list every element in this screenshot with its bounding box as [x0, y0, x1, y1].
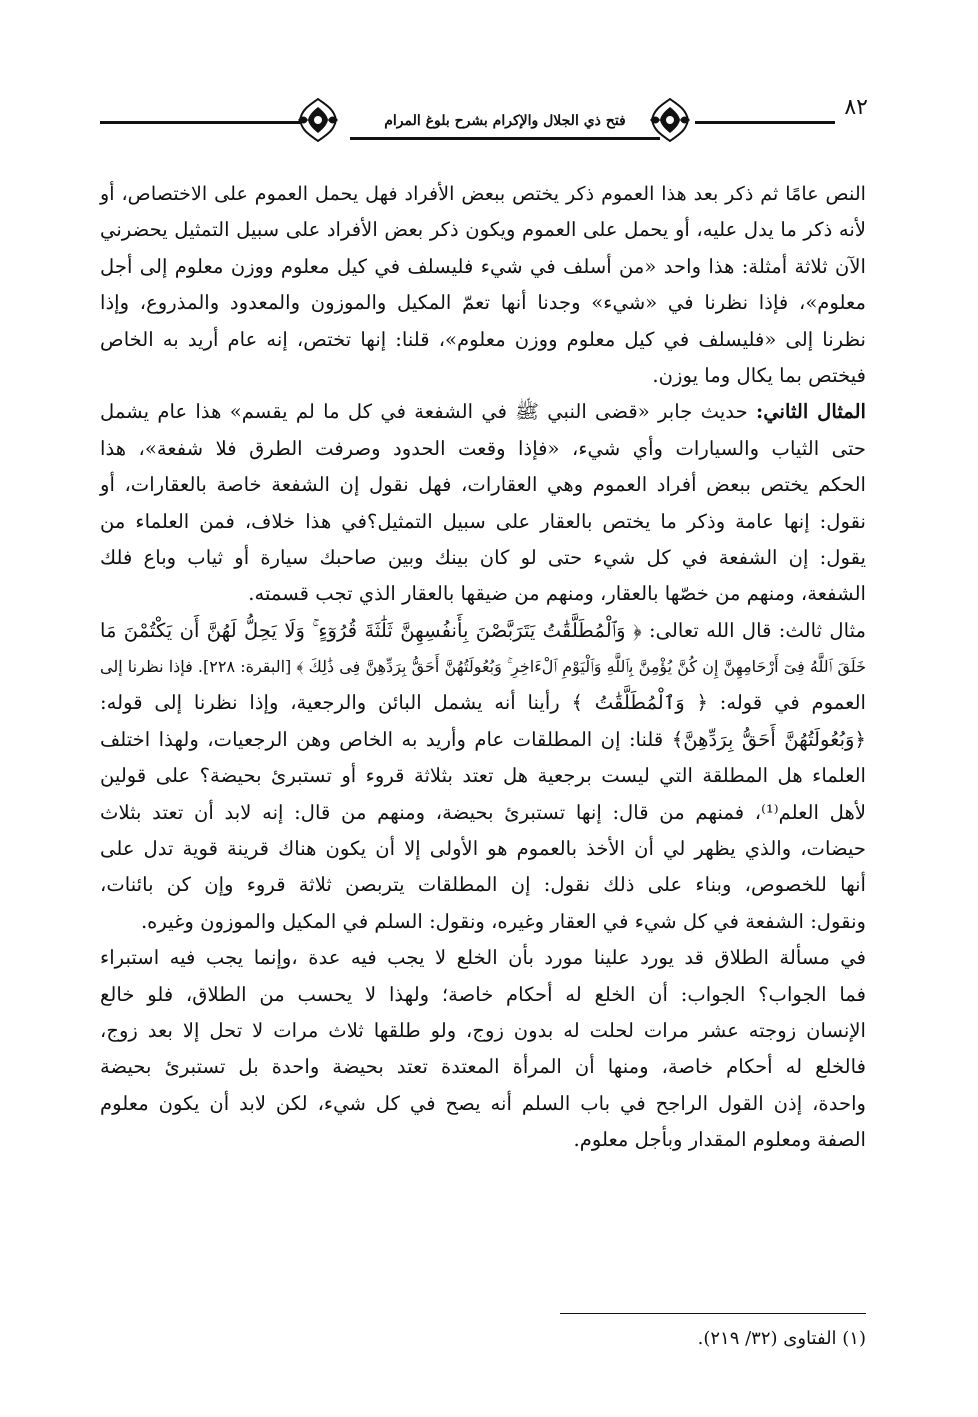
line-text: يقول: إن الشفعة في كل شيء حتى لو كان بينك وبين صاحبك سيارة أو ثياب وباع فلك — [100, 545, 866, 569]
book-title: فتح ذي الجلال والإكرام بشرح بلوغ المرام — [384, 113, 626, 129]
text-line — [100, 576, 866, 612]
text-line — [100, 904, 866, 940]
line-text: حيضات، والذي يظهر لي أن الأخذ بالعموم هو الأولى إلا أن يكون هناك قرينة قوية تدل على — [100, 837, 866, 861]
line-text: حتى الثياب والسيارات وأي شيء، «فإذا وقعت الحدود وصرفت الطرق فلا شفعة»، هذا — [100, 436, 866, 460]
text-line — [100, 504, 866, 540]
text-line — [100, 212, 866, 248]
line-text: مثال ثالث: قال الله تعالى: ﴿ وَٱلْمُطَلَّقَٰتُ يَتَرَبَّصْنَ بِأَنفُسِهِنَّ ثَلَٰثَةَ قُرُوٓءٍ ۚ وَلَا يَحِلُّ لَهُنَّ أَن يَكْتُمْنَ مَا — [100, 618, 866, 642]
text-line — [100, 867, 866, 903]
text-line — [100, 467, 866, 503]
line-text: لأنه ذكر ما يدل عليه، أو يحمل على العموم ويكون ذكر بعض الأفراد على سبيل التمثيل يحضرني — [100, 218, 866, 242]
line-text: حديث جابر «قضى النبي ﷺ في الشفعة في كل ما لم يقسم» هذا عام يشمل — [100, 400, 756, 424]
line-text: الإنسان زوجته عشر مرات لحلت له بدون زوج، ولو طلقها ثلاث مرات لا تحل إلا بعد زوج، — [100, 1018, 866, 1042]
line-text: فما الجواب؟ الجواب: أن الخلع له أحكام خاصة؛ ولهذا لا يحسب من الطلاق، فلو خالع — [100, 982, 866, 1006]
text-line — [100, 758, 866, 794]
text-line — [100, 394, 866, 430]
line-text: نظرنا إلى «فليسلف في كيل معلوم ووزن معلوم»، قلنا: إنها تختص، إنه عام أريد به الخاص — [100, 327, 866, 351]
text-line — [100, 176, 866, 212]
line-text: نقول: إنها عامة وذكر ما يختص بالعقار على سبيل التمثيل؟في هذا خلاف، فمن العلماء من — [100, 509, 866, 533]
text-line — [100, 1086, 866, 1122]
body-text — [100, 176, 866, 1159]
line-text: في مسألة الطلاق قد يورد علينا مورد بأن الخلع لا يجب فيه عدة ،وإنما يجب فيه استبراء — [100, 946, 866, 970]
line-text: واحدة، إذن القول الراجح في باب السلم أنه يصح في كل شيء، لكن لابد أن يكون معلوم — [100, 1091, 866, 1115]
line-text: الآن ثلاثة أمثلة: هذا واحد «من أسلف في شيء فليسلف في كيل معلوم ووزن معلوم إلى أجل — [100, 254, 866, 278]
text-line — [100, 795, 866, 831]
footnote: (١) الفتاوى (٣٢/ ٢١٩). — [697, 1328, 866, 1349]
text-line — [100, 1013, 866, 1049]
page-header — [100, 95, 880, 165]
header-rule-center — [350, 137, 660, 140]
line-text: النص عامًا ثم ذكر بعد هذا العموم ذكر يختص ببعض الأفراد فهل يحمل العموم على الاختصاص، أو — [100, 182, 866, 205]
text-line — [100, 613, 866, 649]
text-line — [100, 285, 866, 321]
text-line — [100, 685, 866, 721]
text-line — [100, 1122, 866, 1158]
text-line — [100, 649, 866, 685]
text-line — [100, 722, 866, 758]
text-line — [100, 431, 866, 467]
line-text: فيختص بما يكال وما يوزن. — [652, 363, 866, 387]
line-text: الحكم يختص ببعض أفراد العموم وهي العقارات، فهل نقول إن الشفعة خاصة بالعقارات، أو — [100, 473, 866, 497]
text-line — [100, 831, 866, 867]
line-text: العموم في قوله: ﴿ وَٱلْمُطَلَّقَٰتُ ﴾ رأينا أنه يشمل البائن والرجعية، وإذا نظرنا إلى قوله: — [100, 691, 866, 715]
line-text: معلوم»، فإذا نظرنا في «شيء» وجدنا أنها تعمّ المكيل والموزون والمعدود والمذروع، وإذا — [100, 291, 866, 315]
line-text: فالخلع له أحكام خاصة، ومنها أن المرأة المعتدة تعتد بحيضة واحدة بل تستبرئ بحيضة — [100, 1055, 866, 1079]
example-label: المثال الثاني: — [755, 400, 867, 424]
text-line — [100, 249, 866, 285]
text-line — [100, 358, 866, 394]
line-text: الصفة ومعلوم المقدار وبأجل معلوم. — [573, 1128, 866, 1152]
page-number: ٨٢ — [844, 95, 868, 120]
text-line — [100, 540, 866, 576]
footnote-divider — [560, 1313, 866, 1314]
floral-ornament-icon — [648, 95, 692, 145]
line-text: أنها للخصوص، وبناء على ذلك نقول: إن المطلقات يتربصن ثلاثة قروء وإن كن بائنات، — [100, 873, 866, 897]
text-line — [100, 977, 866, 1013]
text-line — [100, 1049, 866, 1085]
floral-ornament-icon — [296, 95, 340, 145]
text-line — [100, 322, 866, 358]
line-text: ﴿وَبُعُولَتُهُنَّ أَحَقُّ بِرَدِّهِنَّ﴾ قلنا: إن المطلقات عام وأريد به الخاص وهن الرجعيات، ولهذا اختلف — [100, 727, 866, 751]
header-rule-left — [100, 121, 300, 124]
line-text: لأهل العلم⁽¹⁾، فمنهم من قال: إنها تستبرئ بحيضة، ومنهم من قال: إنه لابد أن تعتد بثلاث — [100, 800, 867, 824]
text-line — [100, 940, 866, 976]
line-text: العلماء هل المطلقة التي ليست برجعية هل تعتد بثلاثة قروء أو تستبرئ بحيضة؟ على قولين — [100, 764, 866, 788]
line-text: خَلَقَ ٱللَّهُ فِىٓ أَرْحَامِهِنَّ إِن كُنَّ يُؤْمِنَّ بِٱللَّهِ وَٱلْيَوْمِ ٱلْءَاخِرِ ۚ وَبُعُولَتُهُنَّ أَحَقُّ بِرَدِّهِنَّ فِى ذَٰلِكَ ﴾ [البقرة: ٢٢٨]. فإذا نظرنا إلى — [100, 657, 866, 677]
header-rule-right — [695, 121, 835, 124]
line-text: ونقول: الشفعة في كل شيء في العقار وغيره، ونقول: السلم في المكيل والموزون وغيره. — [140, 909, 866, 933]
line-text: الشفعة، ومنهم من خصّها بالعقار، ومنهم من ضيقها بالعقار الذي تجب قسمته. — [248, 582, 866, 606]
